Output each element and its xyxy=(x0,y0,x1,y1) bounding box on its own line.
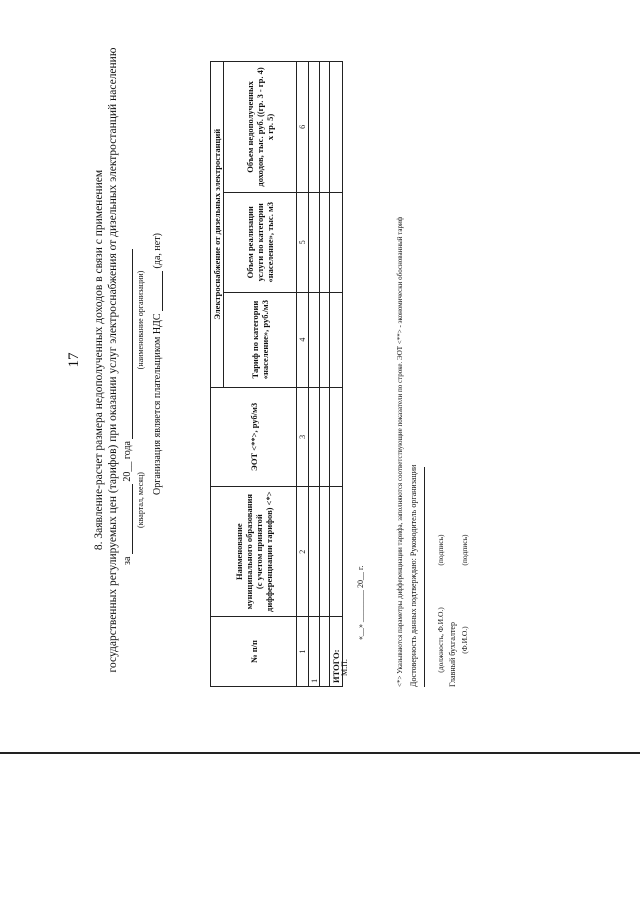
table-cell[interactable] xyxy=(320,617,330,687)
table-row xyxy=(320,62,330,687)
table-cell[interactable] xyxy=(320,62,330,193)
table-cell[interactable] xyxy=(309,192,320,292)
period-line xyxy=(122,249,133,565)
total-label: ИТОГО: xyxy=(330,617,343,687)
col-number: 1 xyxy=(297,617,309,687)
caption-signature: (подпись) xyxy=(436,534,445,566)
date-line: «__» ________ 20__ г. xyxy=(356,565,365,640)
col-number: 2 xyxy=(297,487,309,617)
caption-accountant-name: (Ф.И.О.) xyxy=(460,626,469,654)
table-row xyxy=(309,62,320,687)
table-cell[interactable] xyxy=(320,292,330,387)
footnote: <*> Указываются параметры дифференциации тарифа, заполняются соответствующие показатели по строке. ЭОТ <**> - экономически обоснованный тариф xyxy=(396,216,404,687)
header-eot: ЭОТ <**>, руб/м3 xyxy=(211,387,297,487)
caption-organization: (наименование организации) xyxy=(136,270,145,370)
total-row xyxy=(330,62,343,687)
tariff-table xyxy=(210,61,343,687)
period-prefix: за xyxy=(122,556,133,565)
document-title xyxy=(92,0,120,720)
col-number: 6 xyxy=(297,62,309,193)
title-line-1: 8. Заявление-расчет размера недополученных доходов в связи с применением xyxy=(93,169,105,551)
table-cell[interactable] xyxy=(330,292,343,387)
table-cell[interactable] xyxy=(309,487,320,617)
caption-accountant-signature: (подпись) xyxy=(460,534,469,566)
page-divider-line xyxy=(0,752,640,754)
header-volume: Объем реализации услуги по категории «население», тыс. м3 xyxy=(224,192,297,292)
table-cell[interactable] xyxy=(309,292,320,387)
col-number: 5 xyxy=(297,192,309,292)
table-cell[interactable] xyxy=(320,487,330,617)
vat-line xyxy=(152,233,163,495)
header-lost-income: Объем недополученных доходов, тыс. руб. ((гр. 3 - гр. 4) x гр. 5) xyxy=(224,62,297,193)
title-line-2: государственных регулируемых цен (тарифов) при оказании услуг электроснабжения от дизельных электростанций населению xyxy=(107,47,119,673)
row-number: 1 xyxy=(309,617,320,687)
page-number: 17 xyxy=(66,352,82,368)
header-number: № п/п xyxy=(211,617,297,687)
chief-accountant: Главный бухгалтер xyxy=(448,622,457,687)
table-cell[interactable] xyxy=(330,62,343,193)
caption-period: (квартал, месяц) xyxy=(136,472,145,528)
rotated-document-page xyxy=(64,0,469,720)
column-number-row xyxy=(297,62,309,687)
caption-position: (должность, Ф.И.О.) xyxy=(436,607,445,673)
col-number: 3 xyxy=(297,387,309,487)
table-cell[interactable] xyxy=(309,62,320,193)
table-cell[interactable] xyxy=(309,387,320,487)
signature-line xyxy=(424,467,425,687)
col-number: 4 xyxy=(297,292,309,387)
table-cell[interactable] xyxy=(320,192,330,292)
table-cell[interactable] xyxy=(330,387,343,487)
header-group-diesel: Электроснабжение от дизельных электростанций xyxy=(211,62,224,388)
mp-stamp-label: М.П. xyxy=(340,659,349,676)
table-cell[interactable] xyxy=(330,487,343,617)
confirm-line: Достоверность данных подтверждаю: Руководитель организации xyxy=(409,464,418,687)
vat-label: Организация является плательщиком НДС xyxy=(152,313,163,495)
vat-answer: (да, нет) xyxy=(152,233,163,269)
header-municipality: Наименование муниципального образования (с учетом принятой дифференциации тарифов) <*> xyxy=(211,487,297,617)
period-year: 20__ года xyxy=(122,441,133,482)
table-cell[interactable] xyxy=(330,192,343,292)
header-tariff: Тариф по категории «население», руб./м3 xyxy=(224,292,297,387)
table-cell[interactable] xyxy=(320,387,330,487)
